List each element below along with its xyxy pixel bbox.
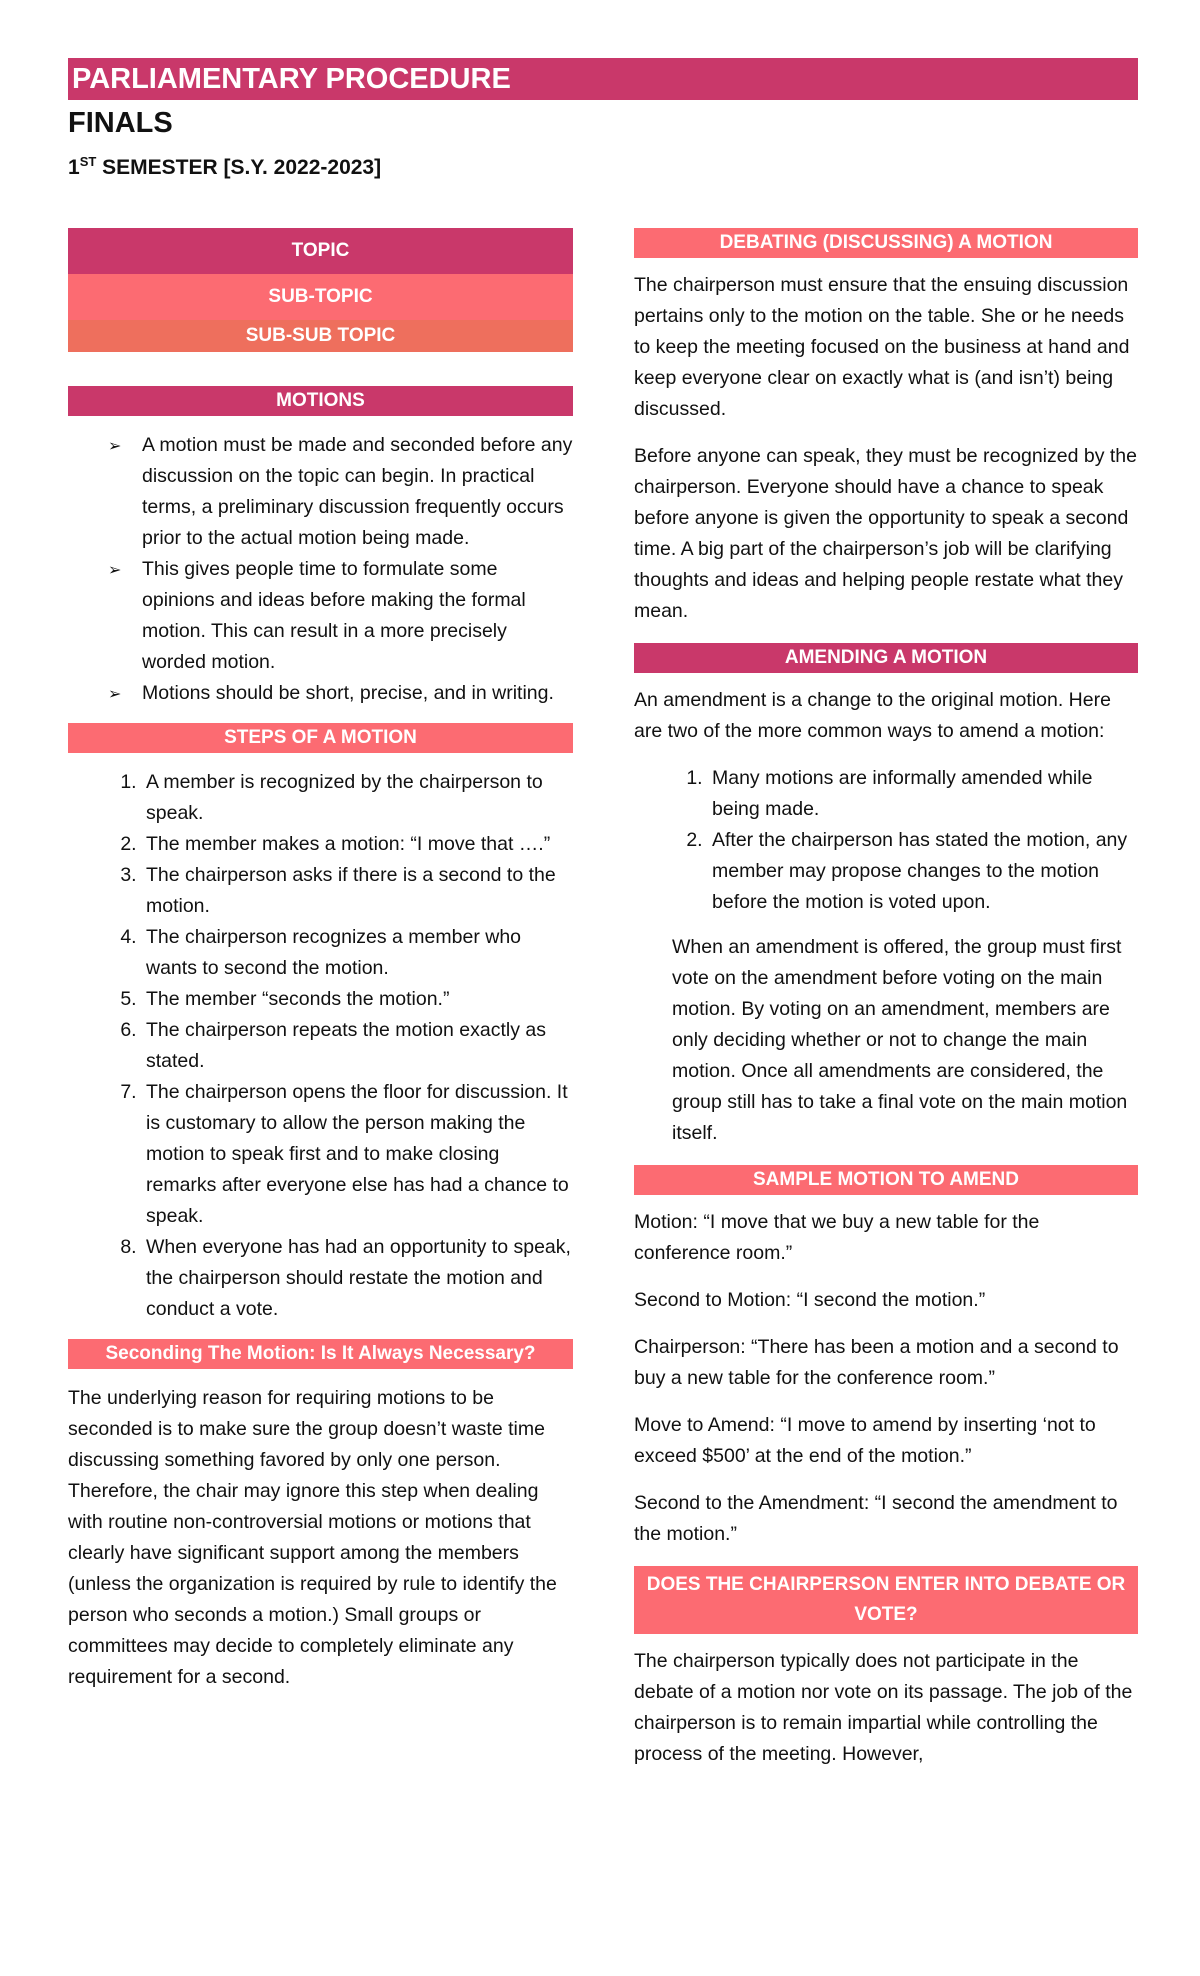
motions-list [68,430,573,709]
legend-sub-sub-topic: SUB-SUB TOPIC [68,320,573,352]
right-column [634,228,1138,1786]
steps-list [68,767,573,1325]
list-item: 2. After the chairperson has stated the motion, any member may propose changes to the motion before the motion is voted upon. [708,825,1138,918]
motions-heading: MOTIONS [68,386,573,416]
semester-rest: SEMESTER [S.Y. 2022-2023] [96,156,382,179]
seconding-heading: Seconding The Motion: Is It Always Necessary? [68,1339,573,1369]
sample-line: Motion: “I move that we buy a new table for the conference room.” [634,1211,1040,1264]
amending-intro: An amendment is a change to the original motion. Here are two of the more common ways to amend a motion: [634,689,1111,742]
semester-line [68,146,381,184]
seconding-paragraph: The underlying reason for requiring motions to be seconded is to make sure the group doesn’t waste time discussing something favored by only one person. Therefore, the chair may ignore this step when dealing with routine non-controversial motions or motions that clearly have significant support among the members (unless the organization is required by rule to identify the person who seconds a motion.) Small groups or committees may decide to completely eliminate any requirement for a second. [68,1387,557,1688]
steps-heading: STEPS OF A MOTION [68,723,573,753]
list-item: 1. Many motions are informally amended while being made. [708,763,1138,825]
legend-sub-topic: SUB-TOPIC [68,274,573,320]
sample-line: Chairperson: “There has been a motion and a second to buy a new table for the conference room.” [634,1336,1119,1389]
semester-superscript: ST [79,154,97,169]
list-item: 1. A member is recognized by the chairperson to speak. [142,767,573,829]
left-column [68,228,573,1709]
debating-heading: DEBATING (DISCUSSING) A MOTION [634,228,1138,258]
document-title: PARLIAMENTARY PROCEDURE [68,58,1138,100]
list-item: 5. The member “seconds the motion.” [142,984,573,1015]
list-item: 2. The member makes a motion: “I move that ….” [142,829,573,860]
debating-paragraph: Before anyone can speak, they must be recognized by the chairperson. Everyone should have a chance to speak before anyone is given the opportunity to speak a second time. A big part of the chairperson’s job will be clarifying thoughts and ideas and helping people restate what they mean. [634,445,1137,622]
list-item: 8. When everyone has had an opportunity to speak, the chairperson should restate the motion and conduct a vote. [142,1232,573,1325]
list-item: 4. The chairperson recognizes a member who wants to second the motion. [142,922,573,984]
debating-paragraph: The chairperson must ensure that the ensuing discussion pertains only to the motion on the table. She or he needs to keep the meeting focused on the business at hand and keep everyone clear on exactly what is (and isn’t) being discussed. [634,274,1130,420]
sample-heading: SAMPLE MOTION TO AMEND [634,1165,1138,1195]
chair-debate-heading: DOES THE CHAIRPERSON ENTER INTO DEBATE OR VOTE? [634,1566,1138,1634]
document-subtitle: FINALS [68,107,173,139]
list-item: ➢ Motions should be short, precise, and in writing. [142,678,573,709]
amending-list [634,763,1138,918]
list-item: 7. The chairperson opens the floor for discussion. It is customary to allow the person making the motion to speak first and to make closing remarks after everyone else has had a chance to speak. [142,1077,573,1232]
semester-prefix: 1 [68,156,80,179]
list-item: 6. The chairperson repeats the motion exactly as stated. [142,1015,573,1077]
legend-topic: TOPIC [68,228,573,274]
amending-heading: AMENDING A MOTION [634,643,1138,673]
sample-line: Second to Motion: “I second the motion.” [634,1289,986,1311]
chair-debate-paragraph: The chairperson typically does not participate in the debate of a motion nor vote on its passage. The job of the chairperson is to remain impartial while controlling the process of the meeting. However, [634,1650,1133,1765]
list-item: ➢ A motion must be made and seconded before any discussion on the topic can begin. In practical terms, a preliminary discussion frequently occurs prior to the actual motion being made. [142,430,573,554]
list-item: 3. The chairperson asks if there is a second to the motion. [142,860,573,922]
amending-after-paragraph: When an amendment is offered, the group must first vote on the amendment before voting on the main motion. By voting on an amendment, members are only deciding whether or not to change the main motion. Once all amendments are considered, the group still has to take a final vote on the main motion itself. [672,936,1128,1144]
list-item: ➢ This gives people time to formulate some opinions and ideas before making the formal motion. This can result in a more precisely worded motion. [142,554,573,678]
sample-line: Second to the Amendment: “I second the amendment to the motion.” [634,1492,1118,1545]
sample-line: Move to Amend: “I move to amend by inserting ‘not to exceed $500’ at the end of the motion.” [634,1414,1096,1467]
